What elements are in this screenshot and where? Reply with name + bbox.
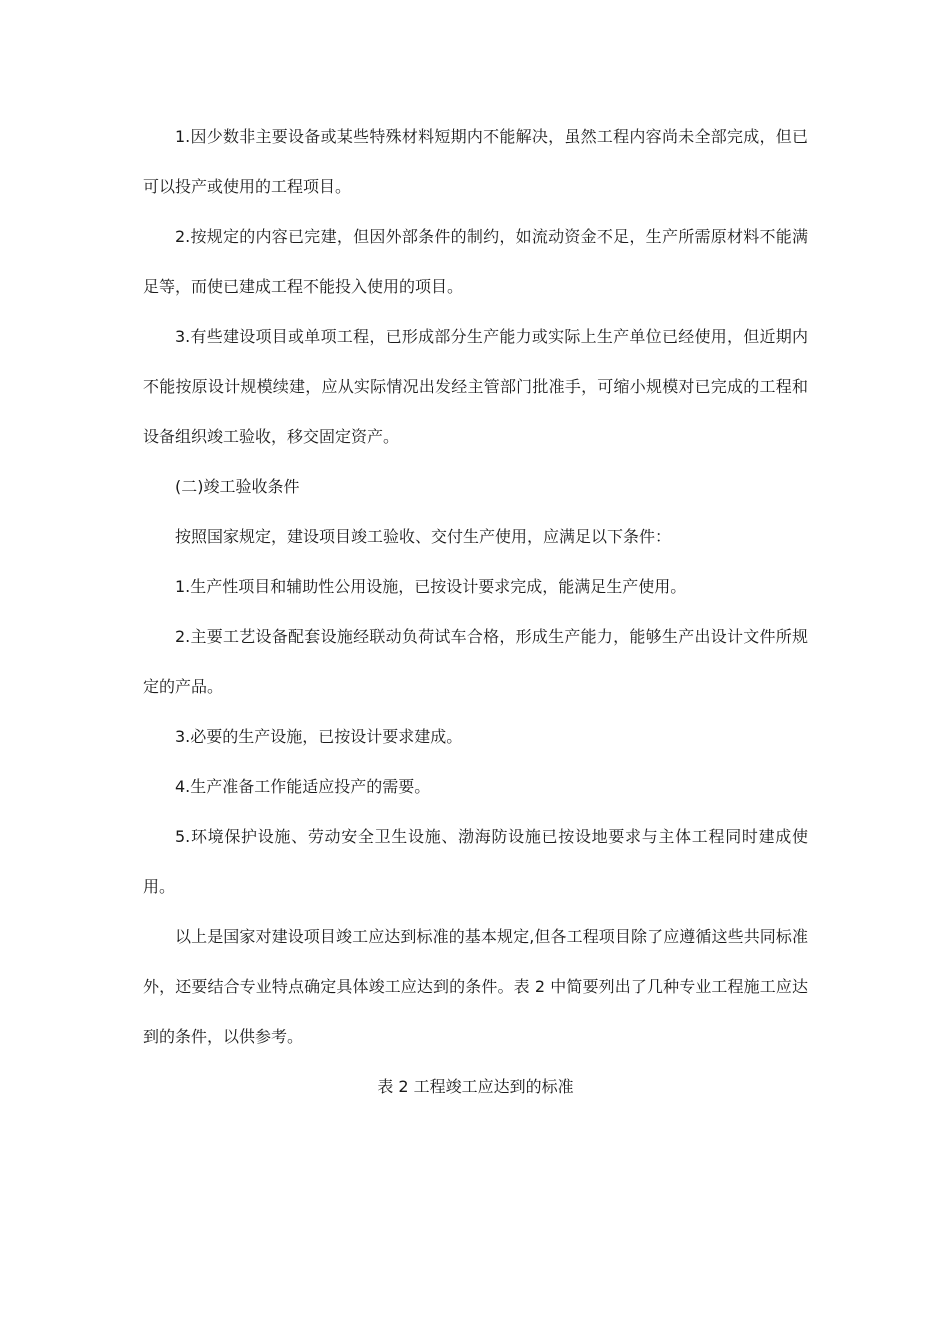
- section-heading: (二)竣工验收条件: [175, 477, 300, 496]
- condition-item-3: 3.必要的生产设施，已按设计要求建成。: [175, 727, 463, 746]
- paragraph-summary: 以上是国家对建设项目竣工应达到标准的基本规定,但各工程项目除了应遵循这些共同标准外，还要结合专业特点确定具体竣工应达到的条件。表 2 中简要列出了几种专业工程施工应达到的条件，以供参考。: [143, 927, 808, 1046]
- condition-item-4: 4.生产准备工作能适应投产的需要。: [175, 777, 431, 796]
- condition-item-1: 1.生产性项目和辅助性公用设施，已按设计要求完成，能满足生产使用。: [175, 577, 687, 596]
- condition-item-5: 5.环境保护设施、劳动安全卫生设施、渤海防设施已按设地要求与主体工程同时建成使用。: [143, 827, 808, 896]
- paragraph-item-2: 2.按规定的内容已完建，但因外部条件的制约，如流动资金不足，生产所需原材料不能满足等，而使已建成工程不能投入使用的项目。: [143, 227, 808, 296]
- paragraph-intro: 按照国家规定，建设项目竣工验收、交付生产使用，应满足以下条件：: [175, 527, 672, 546]
- paragraph-item-3: 3.有些建设项目或单项工程，已形成部分生产能力或实际上生产单位已经使用，但近期内不能按原设计规模续建，应从实际情况出发经主管部门批准手，可缩小规模对已完成的工程和设备组织竣工验收，移交固定资产。: [143, 327, 808, 446]
- paragraph-item-1: 1.因少数非主要设备或某些特殊材料短期内不能解决，虽然工程内容尚未全部完成，但已可以投产或使用的工程项目。: [143, 127, 808, 196]
- table-caption: 表 2 工程竣工应达到的标准: [377, 1077, 574, 1096]
- condition-item-2: 2.主要工艺设备配套设施经联动负荷试车合格，形成生产能力，能够生产出设计文件所规定的产品。: [143, 627, 808, 696]
- document-body: [143, 112, 808, 1112]
